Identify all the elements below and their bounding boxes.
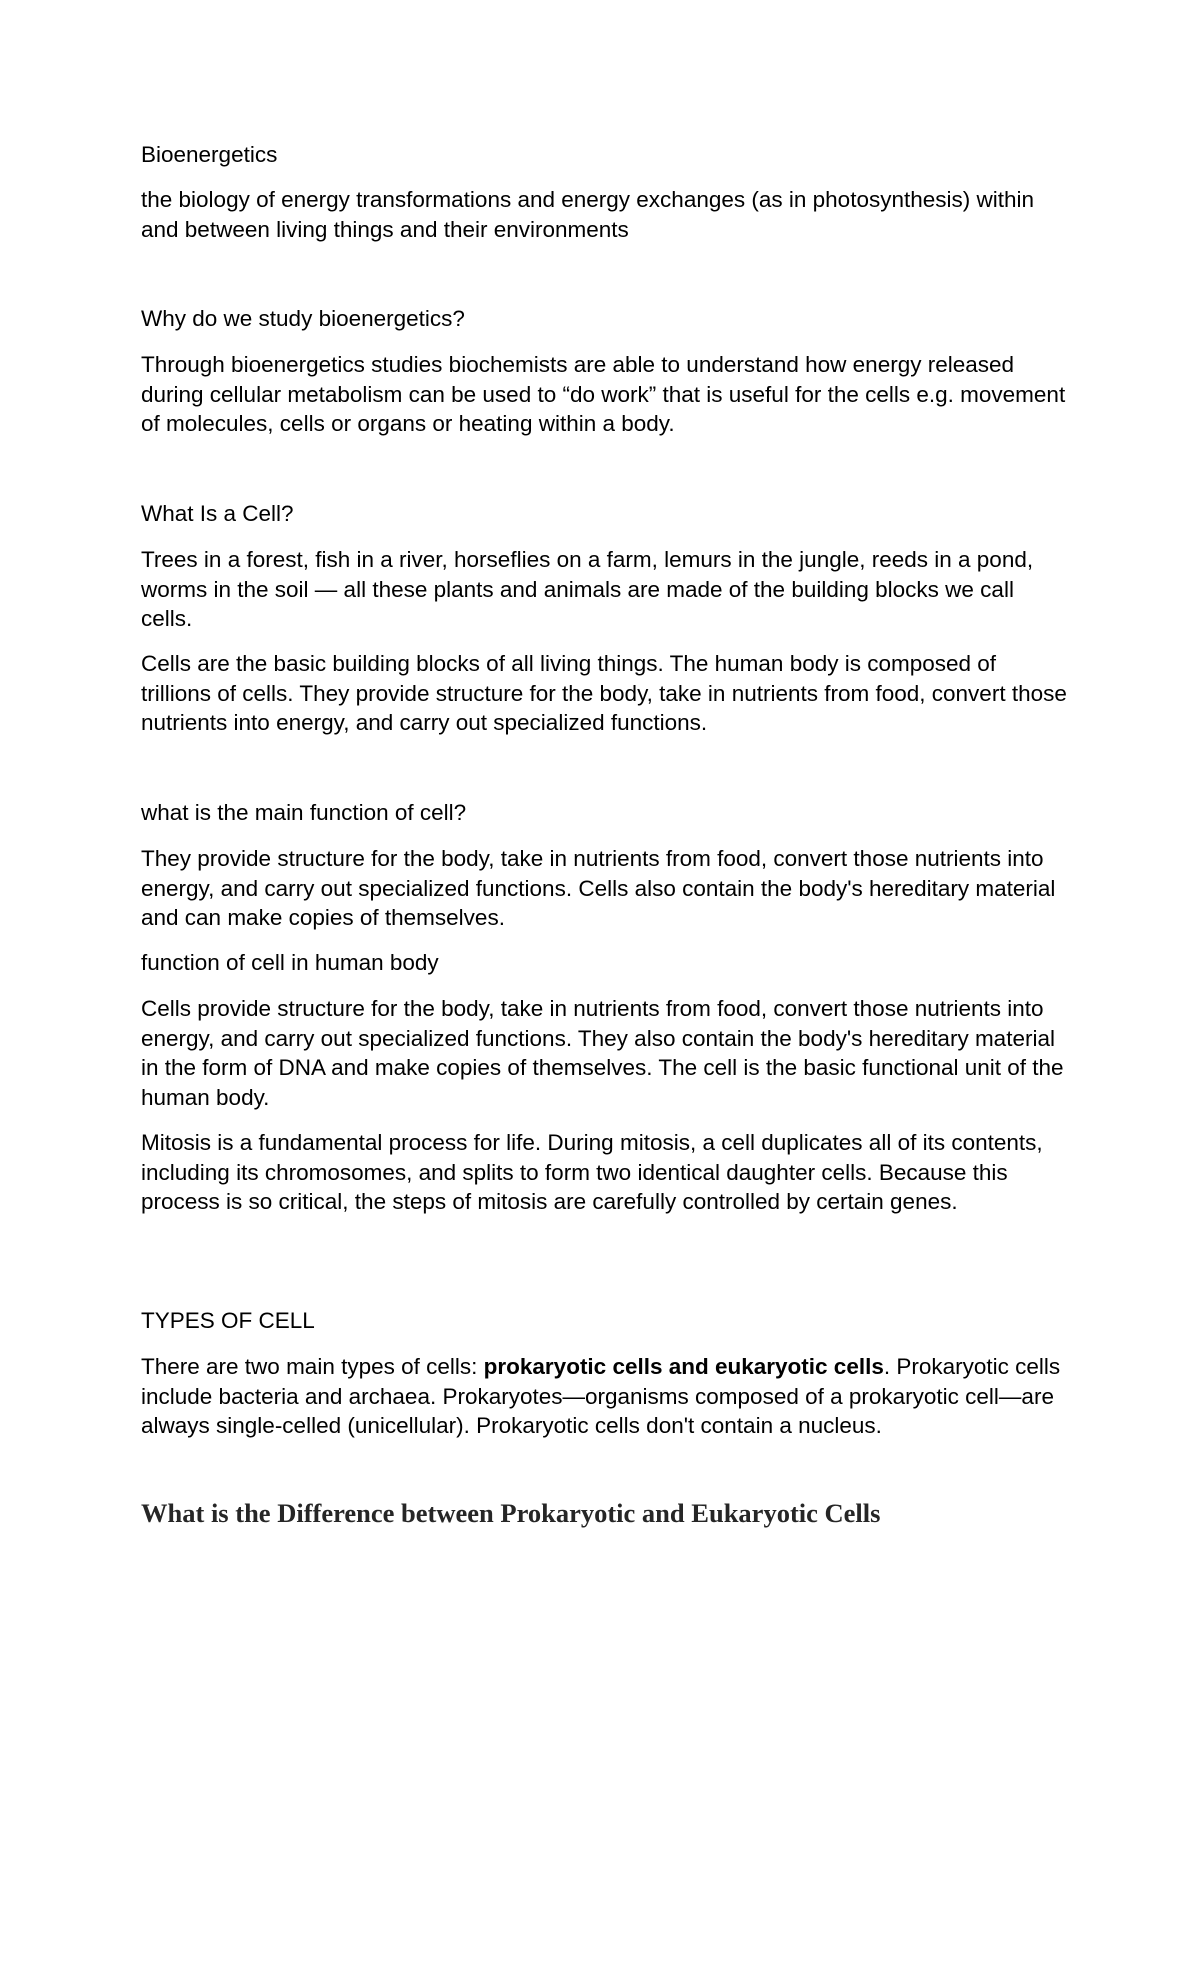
types-body-rest: . Prokaryotic cells include bacteria and archaea. Prokaryotes—organisms composed of a prokaryotic cell—are always single-celled (unicellular). Prokaryotic cells don't contain a nucleus. — [141, 1354, 1061, 1438]
types-body-emphasis: prokaryotic cells and eukaryotic cells — [483, 1354, 884, 1379]
bioenergetics-definition: the biology of energy transformations and energy exchanges (as in photosynthesis) within and between living things and their environments — [141, 187, 1035, 242]
what-is-cell-body-2: Cells are the basic building blocks of all living things. The human body is composed of trillions of cells. They provide structure for the body, take in nutrients from food, convert those nutrients into energy, and carry out specialized functions. — [141, 651, 1067, 735]
what-is-cell-title: What Is a Cell? — [141, 501, 294, 526]
main-function-title: what is the main function of cell? — [141, 800, 467, 825]
why-study-body: Through bioenergetics studies biochemists are able to understand how energy released during cellular metabolism can be used to “do work” that is useful for the cells e.g. movement of molecules, cells or organs or heating within a body. — [141, 352, 1066, 436]
types-of-cell-title: TYPES OF CELL — [141, 1308, 315, 1333]
difference-heading: What is the Difference between Prokaryotic and Eukaryotic Cells — [141, 1498, 881, 1528]
why-study-title: Why do we study bioenergetics? — [141, 306, 465, 331]
what-is-cell-body-1: Trees in a forest, fish in a river, horseflies on a farm, lemurs in the jungle, reeds in a pond, worms in the soil — all these plants and animals are made of the building blocks we call cells. — [141, 547, 1034, 631]
mitosis-paragraph: Mitosis is a fundamental process for life. During mitosis, a cell duplicates all of its contents, including its chromosomes, and splits to form two identical daughter cells. Because this process is so critical, the steps of mitosis are carefully controlled by certain genes. — [141, 1130, 1043, 1214]
types-of-cell-body — [141, 1352, 1071, 1441]
main-function-body: They provide structure for the body, take in nutrients from food, convert those nutrients into energy, and carry out specialized functions. Cells also contain the body's hereditary material and can make copies of themselves. — [141, 846, 1056, 930]
types-body-intro: There are two main types of cells: — [141, 1354, 484, 1379]
human-body-function-title: function of cell in human body — [141, 950, 439, 975]
human-body-function-body: Cells provide structure for the body, take in nutrients from food, convert those nutrients into energy, and carry out specialized functions. They also contain the body's hereditary material in the form of DNA and make copies of themselves. The cell is the basic functional unit of the human body. — [141, 996, 1064, 1110]
bioenergetics-title: Bioenergetics — [141, 142, 278, 167]
